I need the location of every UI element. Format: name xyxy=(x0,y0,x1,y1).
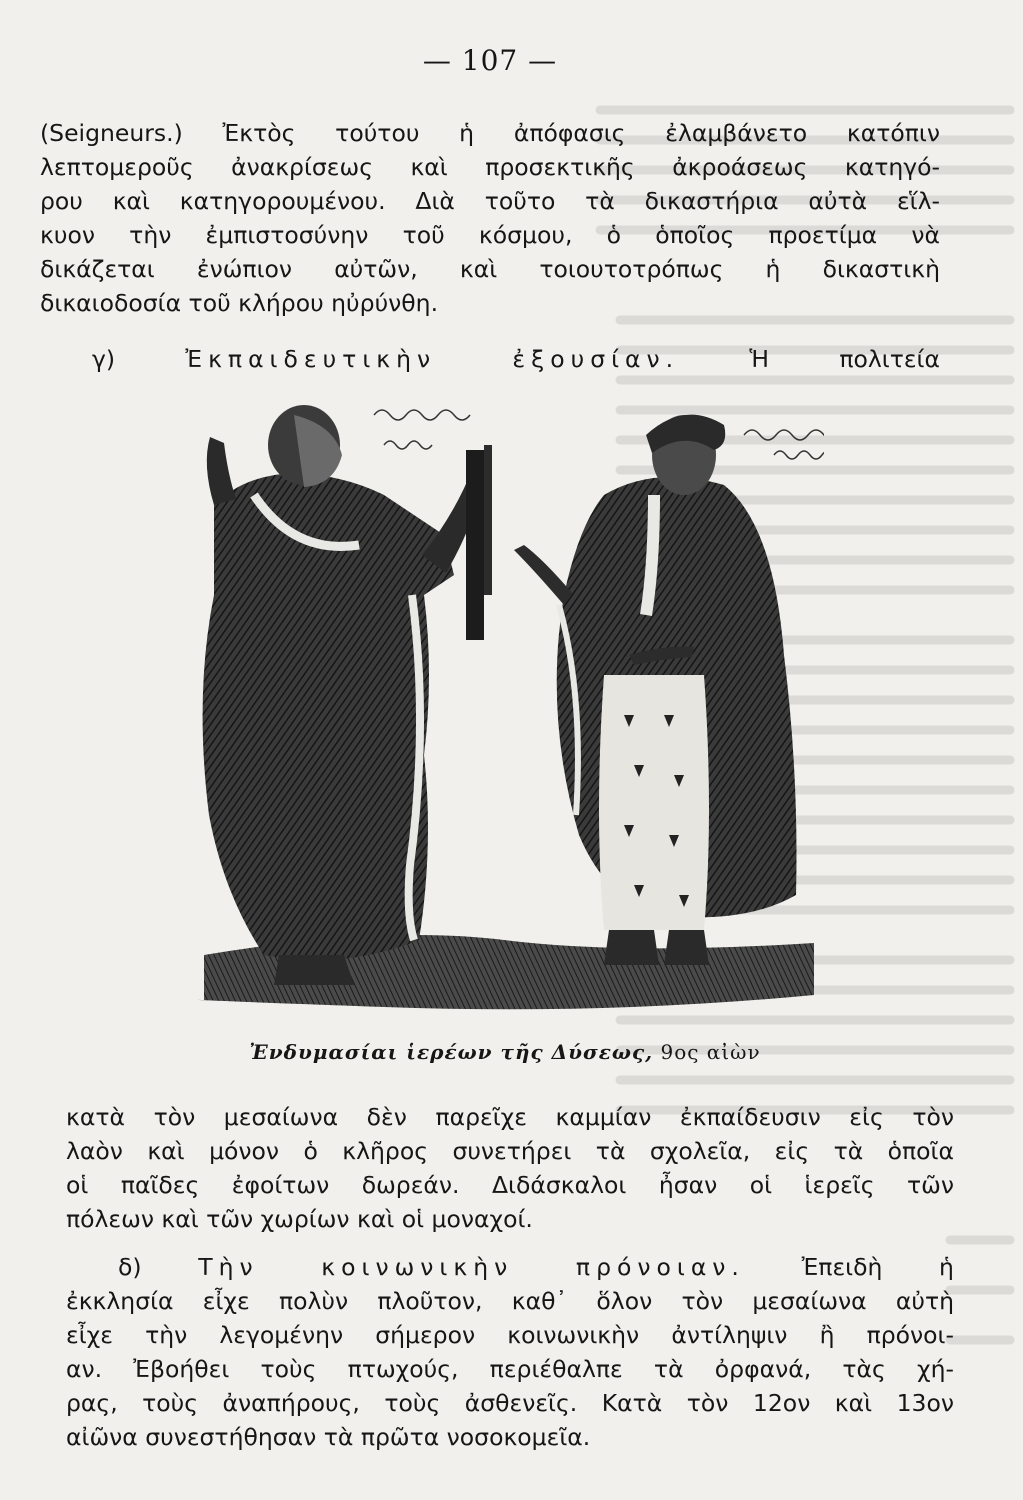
page-number: — 107 — xyxy=(422,44,558,77)
text-line: λαὸν καὶ μόνον ὁ κλῆρος συνετήρει τὰ σχολεῖα, εἰς τὰ ὁποῖα xyxy=(66,1137,954,1165)
section-heading-line xyxy=(66,1250,954,1284)
gamma-continuation xyxy=(66,1100,954,1236)
section-delta xyxy=(66,1250,954,1454)
text-line: ρας, τοὺς ἀναπήρους, τοὺς ἀσθενεῖς. Κατὰ τὸν 12ον καὶ 13ον xyxy=(66,1389,954,1417)
caption-title: Ἐνδυμασίαι ἱερέων τῆς Δύσεως, xyxy=(249,1040,654,1064)
text-line: αν. Ἐβοήθει τοὺς πτωχούς, περιέθαλπε τὰ ὀρφανά, τὰς χή- xyxy=(66,1355,954,1383)
text-line: λεπτομεροῦς ἀνακρίσεως καὶ προσεκτικῆς ἀκροάσεως κατηγό- xyxy=(40,153,940,181)
priests-illustration xyxy=(184,395,824,1017)
text-line: οἱ παῖδες ἐφοίτων δωρεάν. Διδάσκαλοι ἦσαν οἱ ἱερεῖς τῶν xyxy=(66,1171,954,1199)
handwritten-note-right xyxy=(744,430,824,459)
section-lead: Ἐπειδὴ ἡ xyxy=(801,1253,954,1281)
section-label: δ) xyxy=(118,1253,142,1281)
text-line: (Seigneurs.) Ἐκτὸς τούτου ἡ ἀπόφασις ἐλαμβάνετο κατόπιν xyxy=(40,119,940,147)
right-priest-figure xyxy=(514,415,797,965)
caption-suffix: 9ος αἰὼν xyxy=(660,1040,761,1064)
section-title: Τὴν κοινωνικὴν πρόνοιαν. xyxy=(198,1253,745,1281)
section-title: Ἐκπαιδευτικὴν ἐξουσίαν. xyxy=(185,345,680,373)
text-line: ρου καὶ κατηγορουμένου. Διὰ τοῦτο τὰ δικαστήρια αὐτὰ εἵλ- xyxy=(40,187,940,215)
text-line: πόλεων καὶ τῶν χωρίων καὶ οἱ μοναχοί. xyxy=(66,1205,533,1233)
text-line: αἰῶνα συνεστήθησαν τὰ πρῶτα νοσοκομεῖα. xyxy=(66,1423,591,1451)
text-line: δικαιοδοσία τοῦ κλήρου ηὐρύνθη. xyxy=(40,289,439,317)
section-heading-line xyxy=(40,342,940,376)
section-lead: Ἡ πολιτεία xyxy=(749,345,940,373)
figure-caption xyxy=(0,1040,1010,1064)
left-priest-figure xyxy=(203,405,492,985)
section-gamma-heading xyxy=(40,342,940,376)
text-line: δικάζεται ἐνώπιον αὐτῶν, καὶ τοιουτοτρόπως ἡ δικαστικὴ xyxy=(40,255,940,283)
text-line: κατὰ τὸν μεσαίωνα δὲν παρεῖχε καμμίαν ἐκπαίδευσιν εἰς τὸν xyxy=(66,1103,954,1131)
top-paragraph xyxy=(40,116,940,320)
handwritten-note-left xyxy=(374,410,470,449)
text-line: κυον τὴν ἐμπιστοσύνην τοῦ κόσμου, ὁ ὁποῖος προετίμα νὰ xyxy=(40,221,940,249)
text-line: ἐκκλησία εἶχε πολὺν πλοῦτον, καθ᾽ ὅλον τὸν μεσαίωνα αὐτὴ xyxy=(66,1287,954,1315)
text-line: εἶχε τὴν λεγομένην σήμερον κοινωνικὴν ἀντίληψιν ἢ πρόνοι- xyxy=(66,1321,954,1349)
section-label: γ) xyxy=(92,345,116,373)
